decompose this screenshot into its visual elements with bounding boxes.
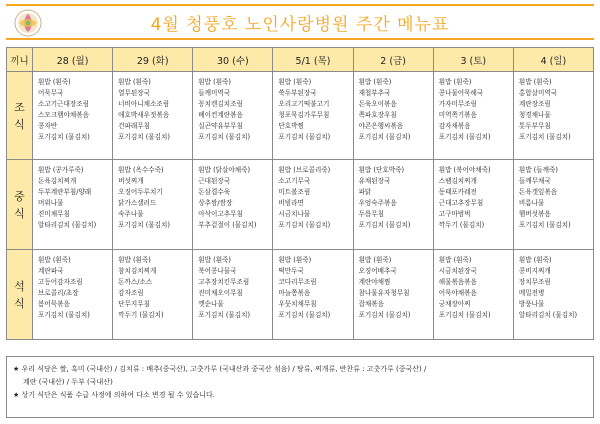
menu-cell [33,160,113,250]
menu-item: 스모크햄야채볶음 [38,111,89,119]
table-header-row [7,48,594,72]
menu-item: 흰밥 (흰죽) [278,256,312,264]
menu-item: 비빔라면 [278,199,304,207]
meal-label-char: 조 [14,100,25,114]
menu-item: 청포묵김가루무침 [278,111,330,119]
meal-label-char: 식 [14,206,25,220]
menu-item: 실곤약유부무침 [198,122,243,130]
menu-item: 흰밥 (콩가루죽) [38,166,84,174]
menu-cell [273,250,353,340]
menu-item: 봄어묵볶음 [38,300,70,308]
menu-item: 계란파국 [38,267,64,275]
day-header: 3 (토) [433,48,513,72]
menu-item: 포기김치 (물김치) [38,133,90,141]
note-line: ★ 우리 식당은 쌀, 흑미 (국내산) / 김치류 : 배추(중국산), 고춧가루 (국내산과 중국산 섞음) / 탕류, 찌개류, 반찬류 : 고춧가루 (중국산) / [13,365,427,373]
menu-item: 참나물유자청무침 [358,289,410,297]
menu-item: 계란장조림 [518,100,551,108]
menu-item: 계란야채찜 [358,278,391,286]
meal-row-lunch [7,160,594,250]
menu-item: 근대된장국 [198,177,231,185]
menu-item: 소고기무국 [278,177,311,185]
menu-item: 잡채볶음 [358,300,385,308]
menu-item: 흰밥 (단호박죽) [358,166,405,174]
meal-label-char: 석 [14,279,25,293]
menu-item: 알타리김치 (물김치) [38,221,97,229]
menu-cell [353,160,433,250]
menu-item: 오리고기떡불고기 [278,100,330,108]
menu-item: 해물볶음볶음 [438,278,477,286]
menu-item: 포기김치 (물김치) [358,311,411,319]
menu-item: 들깨미역국 [198,89,231,97]
menu-item: 단무지무침 [118,300,150,308]
menu-item: 비름나물 [518,199,545,207]
meal-label-char: 식 [14,117,25,131]
menu-item: 포기김치 (물김치) [198,133,251,141]
menu-item: 흰밥 (흰죽) [518,256,552,264]
menu-cell [433,250,513,340]
menu-item: 흰밥 (흰죽) [518,78,552,86]
menu-cell [273,72,353,160]
menu-item: 꽁치캔김치조림 [198,100,243,108]
menu-item: 북어콩나물국 [198,267,237,275]
menu-cell [113,160,193,250]
hospital-logo-icon [14,9,42,37]
menu-cell [513,250,593,340]
menu-item: 포기김치 (물김치) [358,221,411,229]
day-header: 4 (일) [513,48,593,72]
weekly-menu-table [6,47,594,340]
menu-item: 포기김치 (물김치) [278,133,331,141]
menu-item: 포기김치 (물김치) [358,133,411,141]
menu-item: 브로콜리/초장 [38,289,79,297]
menu-item: 스팸김치찌개 [438,177,477,185]
menu-item: 돈삼겹수육 [198,188,231,196]
menu-item: 열무된장국 [118,89,150,97]
menu-item: 깍두기 (물김치) [118,311,164,319]
menu-item: 흰밥 (흰죽) [198,256,232,264]
menu-item: 깍두기 (물김치) [438,221,485,229]
menu-cell [513,72,593,160]
page-title: 4월 청풍호 노인사랑병원 주간 메뉴표 [150,14,450,35]
menu-item: 유채된장국 [358,177,391,185]
note-line: ★ 상기 식단은 식품 수급 사정에 의하여 다소 변경 될 수 있습니다. [13,391,216,399]
menu-item: 포기김치 (물김치) [118,221,170,229]
menu-item: 오징어배추국 [358,267,397,275]
menu-item: 두릅무침 [358,210,385,218]
menu-item: 미역쪽기볶음 [438,111,477,119]
menu-item: 장치무조림 [518,278,551,286]
menu-item: 마늘쫑볶음 [278,289,311,297]
menu-item: 콩나물어묵해국 [438,89,484,97]
menu-item: 포기김치 (물김치) [518,133,571,141]
menu-item: 청경채나물 [518,111,551,119]
day-header: 30 (수) [193,48,273,72]
menu-item: 흰밥 (흰죽) [358,78,392,86]
menu-item: 포기김치 (물김치) [38,311,90,319]
menu-item: 재첩부추국 [358,89,391,97]
menu-item: 흰밥 (흰죽) [118,78,151,86]
menu-item: 떡만두국 [278,267,304,275]
menu-item: 흰밥 (옥수수죽) [118,166,164,174]
menu-item: 흰밥 (닭살야채죽) [198,166,251,174]
menu-item: 쑥두부된장국 [278,89,317,97]
menu-item: 어묵무국 [38,89,64,97]
menu-item: 너비아니채소조림 [118,100,170,108]
menu-item: 들깨무채국 [518,177,551,185]
meal-row-breakfast [7,72,594,160]
menu-cell [113,250,193,340]
menu-item: 쪽파호장우침 [358,111,397,119]
menu-item: 홍합살미역국 [518,89,558,97]
menu-item: 베이컨계란볶음 [198,111,243,119]
menu-item: 포기김치 (물김치) [438,311,491,319]
menu-item: 숙주나물 [118,210,144,218]
corner-header: 끼니 [7,48,33,72]
menu-item: 감자채볶음 [438,122,471,130]
menu-item: 진미채오이무침 [198,289,243,297]
menu-item: 흰밥 (흰죽) [438,78,472,86]
menu-item: 포기김치 (물김치) [438,133,491,141]
menu-item: 소고기근대장조림 [38,100,89,108]
day-header: 29 (화) [113,48,193,72]
menu-item: 흰밥 (들깨죽) [518,166,558,174]
menu-cell [193,160,273,250]
meal-label [7,250,33,340]
menu-item: 포기김치 (물김치) [278,221,331,229]
menu-item: 흰밥 (브로콜리죽) [278,166,331,174]
menu-cell [433,72,513,160]
menu-item: 흰밥 (북어야채죽) [438,166,491,174]
menu-item: 우엉숙주볶음 [358,199,397,207]
menu-item: 콩자반 [38,122,58,130]
menu-item: 포기김치 (물김치) [118,133,170,141]
menu-cell [513,160,593,250]
menu-cell [433,160,513,250]
menu-item: 메밀전병 [518,289,545,297]
meal-label-char: 중 [14,189,25,203]
menu-item: 흰밥 (흰죽) [38,256,71,264]
menu-item: 궁채장아찌 [438,300,471,308]
menu-item: 고등어감자조림 [38,278,83,286]
menu-cell [353,250,433,340]
menu-item: 시금치된장국 [438,267,477,275]
note-line: 계란 (국내산) / 두부 (국내산) [23,378,113,386]
menu-item: 아삭이고추무침 [198,210,243,218]
menu-item: 고구마범벅 [438,210,471,218]
menu-item: 흰밥 (흰죽) [358,256,392,264]
menu-item: 포기김치 (물김치) [278,311,331,319]
menu-item: 근대고추장무침 [438,199,484,207]
menu-item: 포기김치 (물김치) [198,311,251,319]
day-header: 28 (월) [33,48,113,72]
menu-item: 돈까스/소스 [118,278,153,286]
meal-label-char: 식 [14,296,25,310]
menu-cell [33,72,113,160]
menu-item: 포기김치 (물김치) [518,221,571,229]
menu-cell [33,250,113,340]
menu-item: 시금치나물 [278,210,311,218]
menu-cell [273,160,353,250]
menu-item: 돈육김치찌개 [38,177,77,185]
page-header [6,4,594,40]
menu-item: 참치김치찌개 [118,267,157,275]
menu-item: 톳두부무침 [518,122,551,130]
menu-item: 알타리김치 (물김치) [518,311,578,319]
menu-item: 부추겉절이 (물김치) [198,221,257,229]
menu-item: 방풍나물 [518,300,545,308]
menu-item: 파닭 [358,188,372,196]
menu-item: 미트볼조림 [278,188,311,196]
menu-item: 오징어두루치기 [118,188,163,196]
menu-cell [193,250,273,340]
menu-item: 애호박새우젓볶음 [118,111,170,119]
menu-item: 햄버섯볶음 [518,210,551,218]
menu-item: 콩비지찌개 [518,267,551,275]
notes-box [6,356,594,418]
menu-item: 상추쌈/쌈장 [198,199,233,207]
menu-item: 흰밥 (흰죽) [278,78,312,86]
menu-item: 단호박찜 [278,122,304,130]
menu-item: 진미채무침 [38,210,70,218]
menu-cell [353,72,433,160]
menu-item: 흰밥 (흰죽) [438,256,472,264]
menu-item: 머위나물 [38,199,64,207]
menu-item: 버섯찌개 [118,177,144,185]
menu-item: 흰밥 (흰죽) [118,256,151,264]
menu-item: 흰밥 (흰죽) [38,78,71,86]
menu-item: 돈육갯잎볶음 [518,188,558,196]
meal-label [7,160,33,250]
menu-item: 감자조림 [118,289,144,297]
menu-cell [113,72,193,160]
menu-item: 고추장치킨무조림 [198,278,250,286]
day-header: 5/1 (목) [273,48,353,72]
menu-item: 어묵야채볶음 [438,289,477,297]
day-header: 2 (금) [353,48,433,72]
menu-item: 건파래무침 [118,122,150,130]
menu-item: 코다리무조림 [278,278,317,286]
menu-item: 흰밥 (흰죽) [198,78,232,86]
menu-item: 돈육오이볶음 [358,100,397,108]
menu-item: 두부계란부침/양래 [38,188,92,196]
meal-label [7,72,33,160]
menu-item: 야콘은행씨볶음 [358,122,404,130]
menu-item: 닭가스샐러드 [118,199,157,207]
meal-row-dinner [7,250,594,340]
menu-item: 동태포카레전 [438,188,477,196]
menu-cell [193,72,273,160]
menu-item: 우뭇치채무침 [278,300,317,308]
menu-item: 가자미무조림 [438,100,477,108]
menu-item: 깻순나물 [198,300,224,308]
